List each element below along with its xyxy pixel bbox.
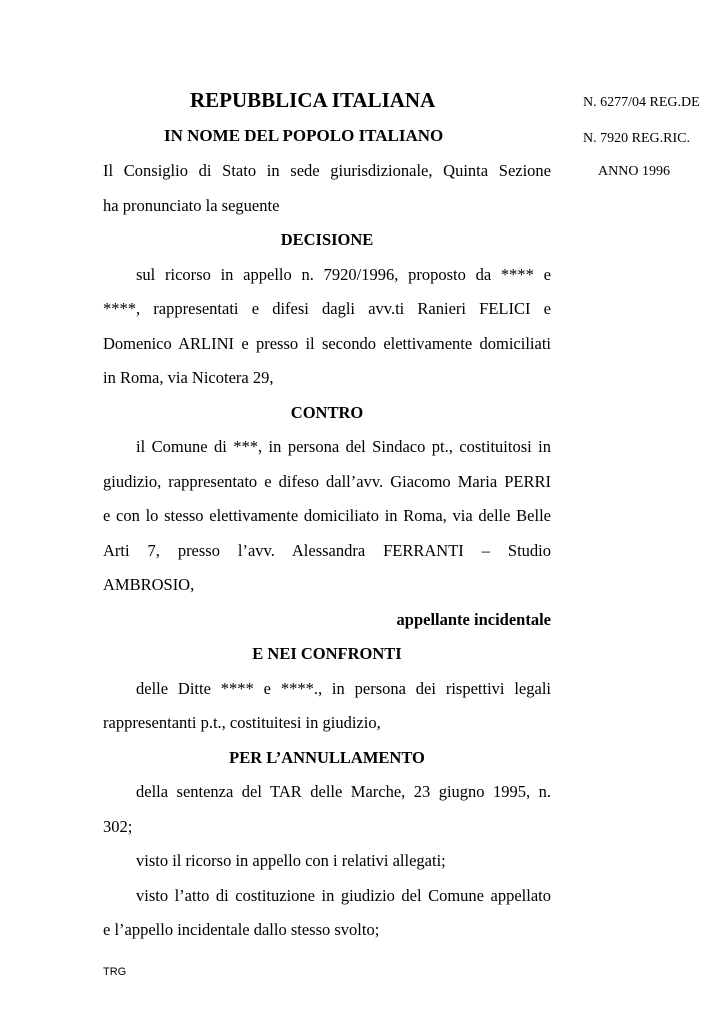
sentenza-line: della sentenza del TAR delle Marche, 23 giugno 1995, n.	[136, 782, 551, 801]
appellante-label: appellante incidentale	[396, 609, 551, 629]
registry-year: ANNO 1996	[598, 164, 670, 179]
heading-confronti: E NEI CONFRONTI	[252, 644, 402, 663]
intro-line: Il Consiglio di Stato in sede giurisdizionale, Quinta Sezione	[103, 161, 551, 180]
heading-decisione: DECISIONE	[280, 230, 374, 249]
comune-line: e con lo stesso elettivamente domiciliato in Roma, via delle Belle	[103, 506, 551, 525]
visto-line: e l’appello incidentale dallo stesso svolto;	[103, 920, 380, 939]
registry-decision-number: N. 6277/04 REG.DE	[583, 95, 700, 110]
comune-line: Arti 7, presso l’avv. Alessandra FERRANTI – Studio	[103, 540, 551, 560]
visto-line: visto il ricorso in appello con i relativi allegati;	[136, 851, 446, 870]
registry-appeal-number: N. 7920 REG.RIC.	[583, 131, 690, 146]
ditte-line: delle Ditte **** e ****., in persona dei rispettivi legali	[136, 678, 551, 698]
visto-line: visto l’atto di costituzione in giudizio del Comune appellato	[136, 885, 551, 905]
comune-line: giudizio, rappresentato e difeso dall’avv. Giacomo Maria PERRI	[103, 471, 551, 491]
footer-initials: TRG	[103, 966, 127, 978]
document-title: REPUBBLICA ITALIANA	[190, 88, 436, 112]
ricorso-line: in Roma, via Nicotera 29,	[103, 368, 274, 387]
ricorso-line: sul ricorso in appello n. 7920/1996, proposto da **** e	[136, 264, 551, 284]
document-body	[103, 154, 551, 948]
intro-line: ha pronunciato la seguente	[103, 195, 280, 215]
comune-line: AMBROSIO,	[103, 575, 195, 594]
comune-line: il Comune di ***, in persona del Sindaco pt., costituitosi in	[136, 437, 551, 456]
ricorso-line: ****, rappresentati e difesi dagli avv.ti Ranieri FELICI e	[103, 299, 551, 318]
heading-annullamento: PER L’ANNULLAMENTO	[229, 747, 425, 767]
ditte-line: rappresentanti p.t., costituitesi in giudizio,	[103, 713, 381, 732]
document-subtitle: IN NOME DEL POPOLO ITALIANO	[164, 126, 444, 145]
ricorso-line: Domenico ARLINI e presso il secondo elettivamente domiciliati	[103, 333, 551, 353]
heading-contro: CONTRO	[290, 402, 364, 422]
sentenza-line: 302;	[103, 816, 133, 836]
